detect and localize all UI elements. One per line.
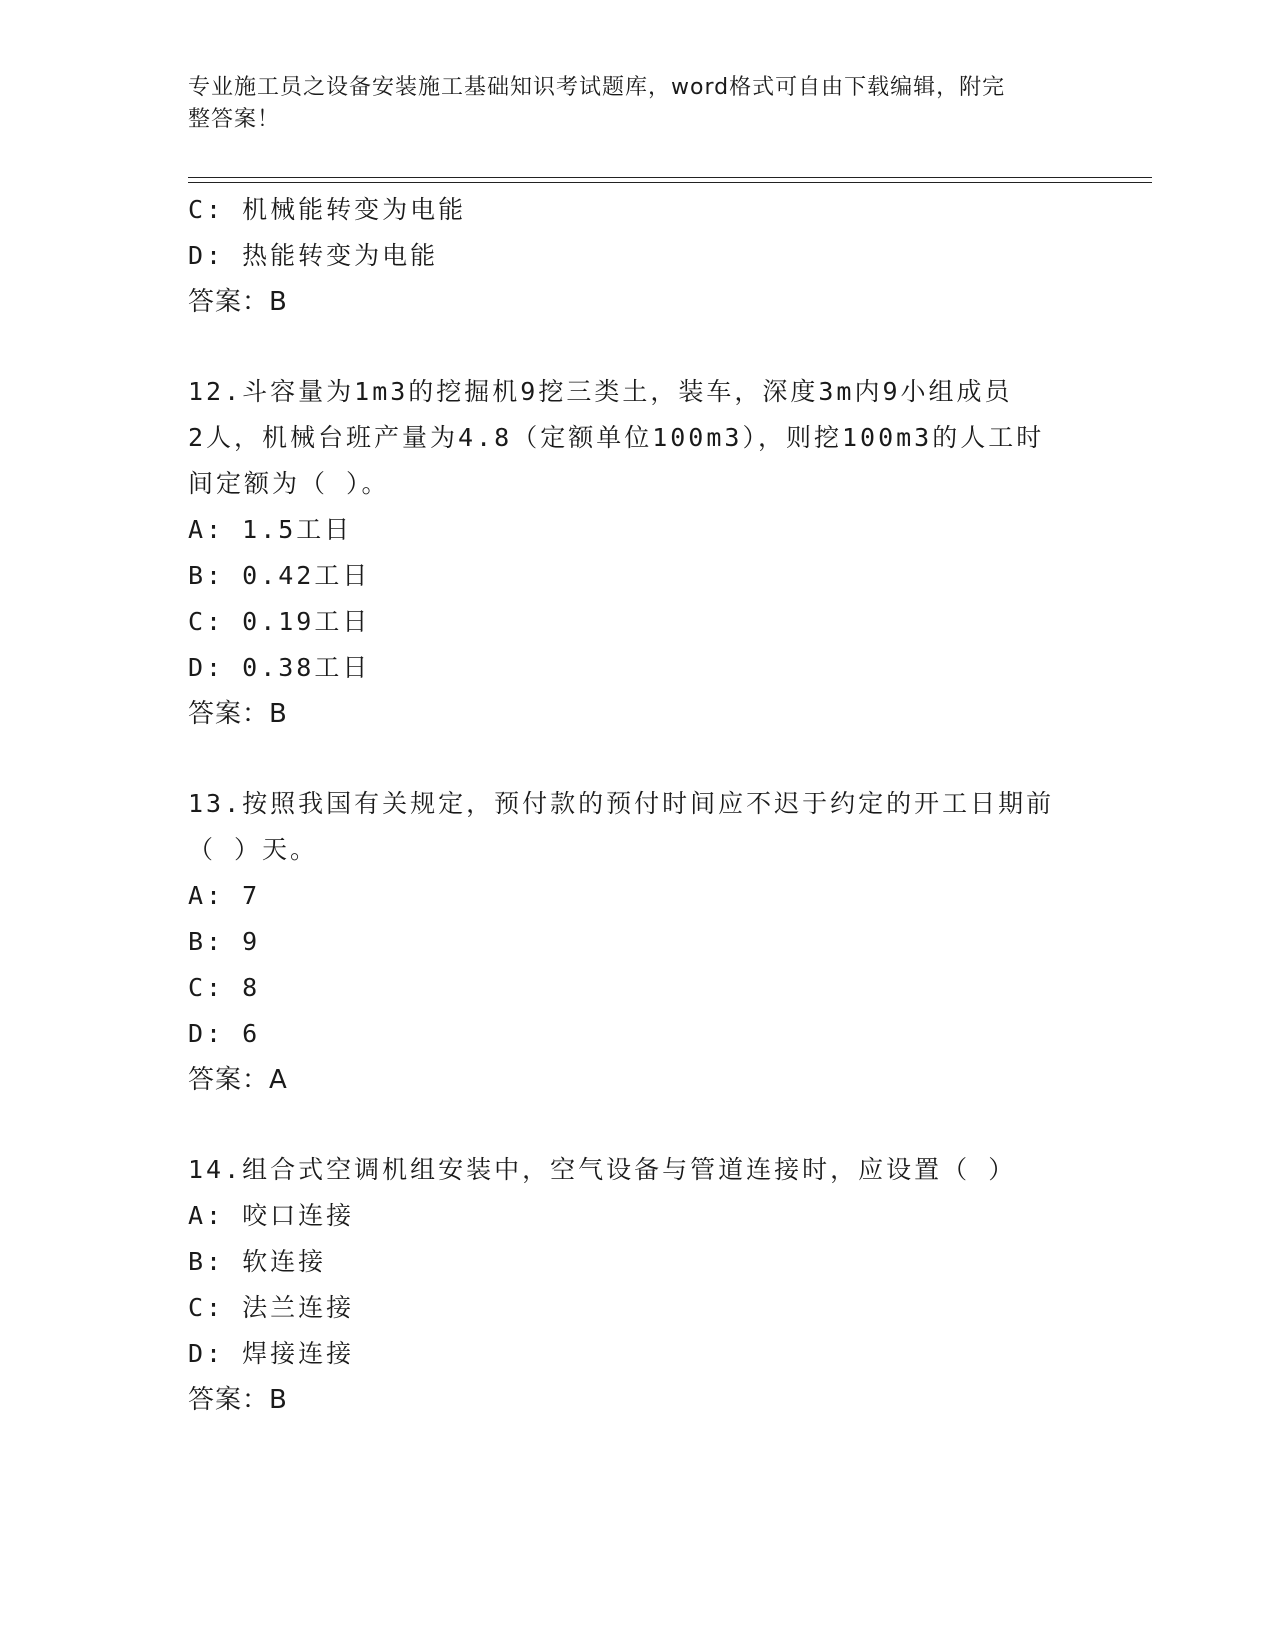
header-line-1: 专业施工员之设备安装施工基础知识考试题库，word格式可自由下载编辑，附完 xyxy=(188,75,1006,100)
option-a: A: 咬口连接 xyxy=(188,1201,355,1230)
answer: 答案：B xyxy=(188,287,288,317)
question-13 xyxy=(188,781,1088,1103)
spacer xyxy=(188,325,1088,369)
option-c: C: 0.19工日 xyxy=(188,607,371,636)
question-11 xyxy=(188,187,1088,325)
option-b: B: 0.42工日 xyxy=(188,561,371,590)
question-stem xyxy=(188,781,1088,873)
stem-line: （ ）天。 xyxy=(188,835,319,864)
question-stem xyxy=(188,369,1088,507)
option-d: D: 0.38工日 xyxy=(188,653,371,682)
spacer xyxy=(188,1103,1088,1147)
question-stem xyxy=(188,1147,1088,1193)
option-c: C: 机械能转变为电能 xyxy=(188,195,467,224)
question-14 xyxy=(188,1147,1088,1423)
option-c: C: 法兰连接 xyxy=(188,1293,355,1322)
option-d: D: 6 xyxy=(188,1019,261,1048)
option-b: B: 软连接 xyxy=(188,1247,327,1276)
document-header xyxy=(188,72,1068,136)
answer: 答案：A xyxy=(188,1065,288,1095)
option-d: D: 焊接连接 xyxy=(188,1339,355,1368)
option-a: A: 7 xyxy=(188,881,261,910)
stem-line: 2人，机械台班产量为4.8（定额单位100m3），则挖100m3的人工时 xyxy=(188,423,1045,452)
header-divider-bottom xyxy=(188,182,1152,183)
stem-line: 12.斗容量为1m3的挖掘机9挖三类土，装车，深度3m内9小组成员 xyxy=(188,377,1013,406)
spacer xyxy=(188,737,1088,781)
stem-line: 间定额为（ ）。 xyxy=(188,469,390,498)
option-c: C: 8 xyxy=(188,973,261,1002)
option-b: B: 9 xyxy=(188,927,261,956)
answer: 答案：B xyxy=(188,1385,288,1415)
question-list xyxy=(188,187,1088,1423)
header-divider-top xyxy=(188,177,1152,178)
header-line-2: 整答案！ xyxy=(188,107,281,132)
option-a: A: 1.5工日 xyxy=(188,515,353,544)
answer: 答案：B xyxy=(188,699,288,729)
stem-line: 14.组合式空调机组安装中，空气设备与管道连接时，应设置（ ） xyxy=(188,1155,1017,1184)
stem-line: 13.按照我国有关规定，预付款的预付时间应不迟于约定的开工日期前 xyxy=(188,789,1055,818)
question-12 xyxy=(188,369,1088,737)
option-d: D: 热能转变为电能 xyxy=(188,241,439,270)
